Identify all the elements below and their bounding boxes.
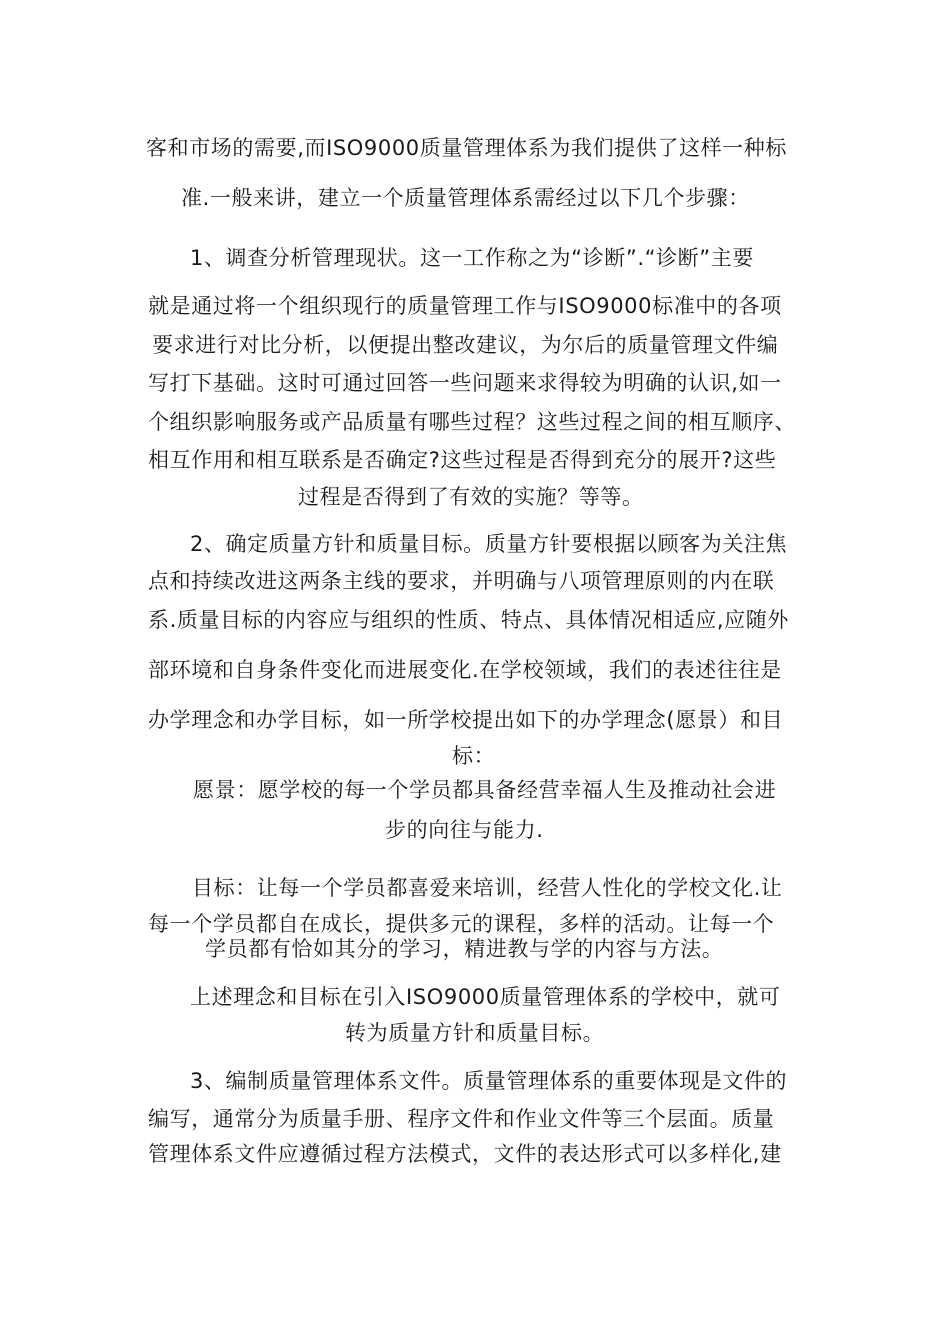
text-line: 系.质量目标的内容应与组织的性质、特点、具体情况相适应,应随外 — [148, 608, 789, 632]
text-line: 标： — [452, 744, 496, 768]
text-line: 准.一般来讲，建立一个质量管理体系需经过以下几个步骤： — [181, 186, 750, 210]
text-line: 3、编制质量管理体系文件。质量管理体系的重要体现是文件的 — [190, 1069, 788, 1093]
text-line: 管理体系文件应遵循过程方法模式，文件的表达形式可以多样化,建 — [148, 1142, 782, 1166]
text-line: 步的向往与能力. — [385, 818, 544, 842]
text-line: 过程是否得到了有效的实施？等等。 — [298, 485, 644, 509]
text-line: 上述理念和目标在引入ISO9000质量管理体系的学校中，就可 — [190, 985, 781, 1009]
text-line: 相互作用和相互联系是否确定?这些过程是否得到充分的展开?这些 — [148, 448, 777, 472]
text-line: 转为质量方针和质量目标。 — [345, 1021, 605, 1045]
text-line: 要求进行对比分析，以便提出整改建议，为尔后的质量管理文件编 — [152, 333, 779, 357]
text-line: 学员都有恰如其分的学习，精进教与学的内容与方法。 — [205, 937, 724, 961]
text-line: 目标：让每一个学员都喜爱来培训，经营人性化的学校文化.让 — [192, 876, 783, 900]
text-line: 1、调查分析管理现状。这一工作称之为“诊断”.“诊断”主要 — [190, 246, 754, 270]
text-line: 2、确定质量方针和质量目标。质量方针要根据以顾客为关注焦 — [190, 532, 788, 556]
text-line: 就是通过将一个组织现行的质量管理工作与ISO9000标准中的各项 — [148, 294, 782, 318]
text-line: 写打下基础。这时可通过回答一些问题来求得较为明确的认识,如一 — [148, 371, 782, 395]
text-line: 个组织影响服务或产品质量有哪些过程？这些过程之间的相互顺序、 — [148, 410, 796, 434]
text-line: 编写，通常分为质量手册、程序文件和作业文件等三个层面。质量 — [148, 1107, 775, 1131]
text-line: 点和持续改进这两条主线的要求，并明确与八项管理原则的内在联 — [148, 569, 775, 593]
text-line: 愿景：愿学校的每一个学员都具备经营幸福人生及推动社会进 — [193, 778, 777, 802]
text-line: 每一个学员都自在成长，提供多元的课程，多样的活动。让每一个 — [148, 912, 775, 936]
text-line: 部环境和自身条件变化而进展变化.在学校领域，我们的表述往往是 — [148, 658, 782, 682]
text-line: 办学理念和办学目标，如一所学校提出如下的办学理念(愿景）和目 — [148, 708, 784, 732]
text-line: 客和市场的需要,而ISO9000质量管理体系为我们提供了这样一种标 — [146, 136, 787, 160]
